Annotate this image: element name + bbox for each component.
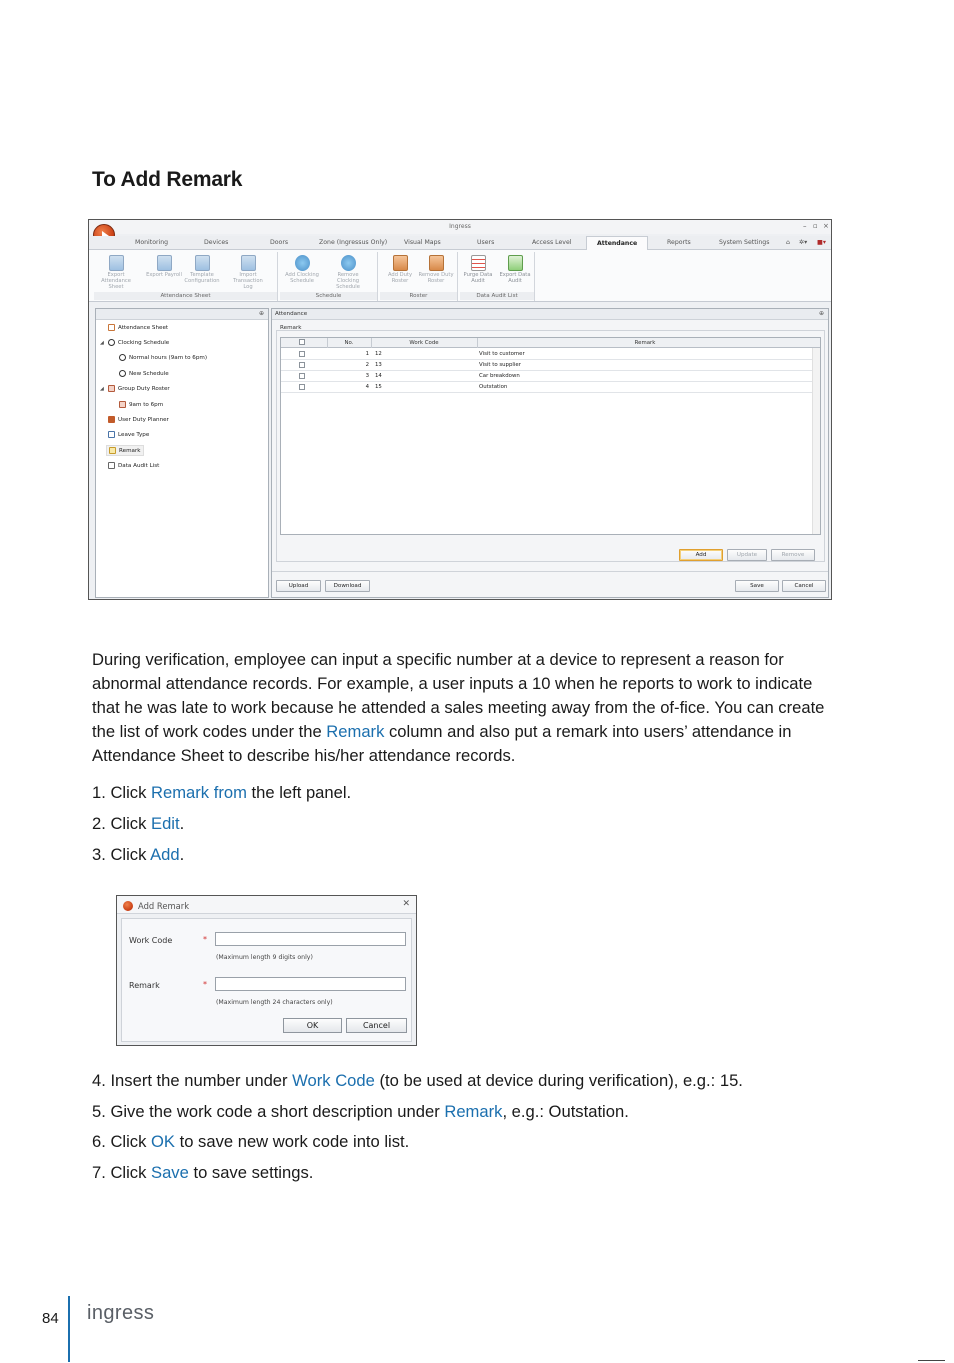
briefcase-icon (108, 416, 115, 423)
row-checkbox[interactable] (299, 384, 305, 390)
table-row[interactable]: 1 12 Visit to customer (281, 349, 813, 360)
cancel-button[interactable]: Cancel (782, 580, 826, 592)
tab-access-level[interactable]: Access Level (532, 239, 572, 246)
ribbon-group-attendance-sheet: Export Attendance Sheet Export Payroll Template Configuration Import Transaction Log Attendance Sheet (94, 252, 278, 301)
cancel-button[interactable]: Cancel (346, 1018, 407, 1033)
expand-icon[interactable]: ◢ (100, 339, 104, 346)
tab-monitoring[interactable]: Monitoring (135, 239, 169, 246)
table-row[interactable]: 2 13 Visit to supplier (281, 360, 813, 371)
flag-icon[interactable]: ■▾ (817, 239, 826, 246)
list-icon (108, 462, 115, 469)
home-icon[interactable]: ⌂ (786, 239, 790, 246)
restore-icon[interactable]: ▫ (813, 222, 818, 230)
calendar-icon (119, 401, 126, 408)
clock-icon (108, 339, 115, 346)
row-checkbox[interactable] (299, 373, 305, 379)
work-code-input[interactable] (215, 932, 406, 946)
footer-divider (68, 1296, 70, 1362)
intro-paragraph: During verification, employee can input a specific number at a device to represent a reason for abnormal attendance records. For example, a user inputs a 10 when he reports to work to indicate that he was late to work because he attended a sales meeting away from the of-fice. You can create the list of work codes under the Remark column and also put a remark into users’ attendance in Attendance Sheet to describe his/her attendance records. (92, 650, 825, 765)
grid-scrollbar[interactable] (812, 348, 820, 534)
add-remark-dialog (116, 895, 417, 1046)
column-remark[interactable]: Remark (634, 340, 656, 346)
tab-visual-maps[interactable]: Visual Maps (404, 239, 441, 246)
ribbon-group-schedule: Add Clocking Schedule Remove Clocking Schedule Schedule (280, 252, 378, 301)
table-row[interactable]: 4 15 Outstation (281, 382, 813, 393)
tab-doors[interactable]: Doors (270, 239, 289, 246)
attendance-window-screenshot (88, 219, 832, 600)
close-icon[interactable]: × (823, 222, 829, 230)
grid-header (281, 338, 820, 348)
ingress-logo: ingress (87, 1302, 155, 1324)
attendance-pane (271, 308, 829, 598)
row-checkbox[interactable] (299, 351, 305, 357)
update-button[interactable]: Update (727, 549, 767, 561)
remark-section-label: Remark (280, 325, 302, 331)
step-6: 6. Click OK to save new work code into list. (92, 1132, 410, 1151)
tree-item-clocking-schedule[interactable]: ◢ Clocking Schedule (100, 339, 170, 346)
column-work-code[interactable]: Work Code (409, 340, 439, 346)
export-data-audit-button[interactable]: Export Data Audit (495, 255, 535, 284)
tree-item-attendance-sheet[interactable]: Attendance Sheet (108, 324, 168, 331)
add-button[interactable]: Add (679, 549, 723, 561)
download-button[interactable]: Download (325, 580, 370, 592)
ribbon-group-data-audit: Purge Data Audit Export Data Audit Data Audit List (460, 252, 535, 301)
purge-data-audit-button[interactable]: Purge Data Audit (458, 255, 498, 284)
tree-item-group-duty-roster[interactable]: ◢ Group Duty Roster (100, 385, 170, 392)
pin-icon[interactable]: ⊕ (258, 310, 264, 317)
step-1: 1. Click Remark from the left panel. (92, 783, 352, 802)
tree-item-normal-hours[interactable]: Normal hours (9am to 6pm) (119, 354, 207, 361)
add-duty-roster-button[interactable]: Add Duty Roster (380, 255, 420, 284)
step-7: 7. Click Save to save settings. (92, 1163, 314, 1182)
pin-icon[interactable]: ⊕ (818, 310, 824, 317)
tree-item-remark[interactable]: Remark (106, 445, 144, 456)
calendar-icon (108, 385, 115, 392)
step-5: 5. Give the work code a short description under Remark, e.g.: Outstation. (92, 1102, 629, 1121)
section-heading: To Add Remark (92, 168, 243, 191)
pane-title: Attendance (275, 311, 308, 317)
ribbon (89, 250, 831, 302)
select-all-checkbox[interactable] (299, 339, 305, 345)
navigation-tree-pane (95, 308, 269, 598)
tree-item-9am-to-6pm[interactable]: 9am to 6pm (119, 401, 163, 408)
export-payroll-button[interactable]: Export Payroll (144, 255, 184, 278)
work-code-label: Work Code (129, 936, 173, 945)
remark-label: Remark (129, 981, 160, 990)
purge-icon (471, 255, 486, 271)
ribbon-group-roster: Add Duty Roster Remove Duty Roster Roster (380, 252, 458, 301)
tab-users[interactable]: Users (477, 239, 495, 246)
import-icon (241, 255, 256, 271)
step-2: 2. Click Edit. (92, 814, 185, 833)
clock-icon (119, 370, 126, 377)
add-clocking-schedule-button[interactable]: Add Clocking Schedule (282, 255, 322, 284)
required-marker: * (203, 980, 207, 989)
remove-clocking-schedule-button[interactable]: Remove Clocking Schedule (328, 255, 368, 290)
ribbon-tabs (89, 236, 831, 250)
tree-item-leave-type[interactable]: Leave Type (108, 431, 149, 438)
template-icon (195, 255, 210, 271)
title-bar (89, 220, 831, 234)
corner-rule (918, 1360, 945, 1361)
add-roster-icon (393, 255, 408, 271)
tree-item-user-duty-planner[interactable]: User Duty Planner (108, 416, 169, 423)
table-row[interactable]: 3 14 Car breakdown (281, 371, 813, 382)
tab-system-settings[interactable]: System Settings (719, 239, 770, 246)
remark-grid (280, 337, 821, 535)
leave-type-icon (108, 431, 115, 438)
template-configuration-button[interactable]: Template Configuration (182, 255, 222, 284)
import-transaction-log-button[interactable]: Import Transaction Log (228, 255, 268, 290)
save-button[interactable]: Save (735, 580, 779, 592)
step-3: 3. Click Add. (92, 845, 185, 864)
app-logo-icon (123, 901, 133, 911)
tab-devices[interactable]: Devices (204, 239, 229, 246)
tab-attendance[interactable]: Attendance (586, 236, 648, 251)
work-code-hint: (Maximum length 9 digits only) (216, 954, 313, 961)
app-title: Ingress (449, 223, 471, 230)
remove-clock-icon (341, 255, 356, 271)
export-icon (157, 255, 172, 271)
upload-button[interactable]: Upload (276, 580, 321, 592)
tree-item-new-schedule[interactable]: New Schedule (119, 370, 169, 377)
column-no[interactable]: No. (344, 340, 354, 346)
ok-button[interactable]: OK (283, 1018, 342, 1033)
remark-hint: (Maximum length 24 characters only) (216, 999, 333, 1006)
step-4: 4. Insert the number under Work Code (to be used at device during verification), e.g.: 15. (92, 1071, 743, 1090)
remark-input[interactable] (215, 977, 406, 991)
tab-zone[interactable]: Zone (Ingressus Only) (319, 239, 388, 246)
tab-reports[interactable]: Reports (667, 239, 691, 246)
remove-roster-icon (429, 255, 444, 271)
tree-item-data-audit-list[interactable]: Data Audit List (108, 462, 159, 469)
settings-icon[interactable]: ✲▾ (799, 239, 808, 246)
expand-icon[interactable]: ◢ (100, 385, 104, 392)
export-icon (109, 255, 124, 271)
row-checkbox[interactable] (299, 362, 305, 368)
add-clock-icon (295, 255, 310, 271)
dialog-title-bar (117, 896, 416, 914)
remove-duty-roster-button[interactable]: Remove Duty Roster (416, 255, 456, 284)
dialog-title: Add Remark (138, 901, 190, 911)
minimize-icon[interactable]: – (803, 222, 807, 230)
remark-link: Remark (326, 722, 385, 741)
remark-icon (109, 447, 116, 454)
export-audit-icon (508, 255, 523, 271)
page-number: 84 (42, 1310, 59, 1327)
sheet-icon (108, 324, 115, 331)
required-marker: * (203, 935, 207, 944)
clock-icon (119, 354, 126, 361)
remove-button[interactable]: Remove (771, 549, 815, 561)
close-icon[interactable]: ✕ (402, 899, 410, 909)
export-attendance-sheet-button[interactable]: Export Attendance Sheet (96, 255, 136, 290)
